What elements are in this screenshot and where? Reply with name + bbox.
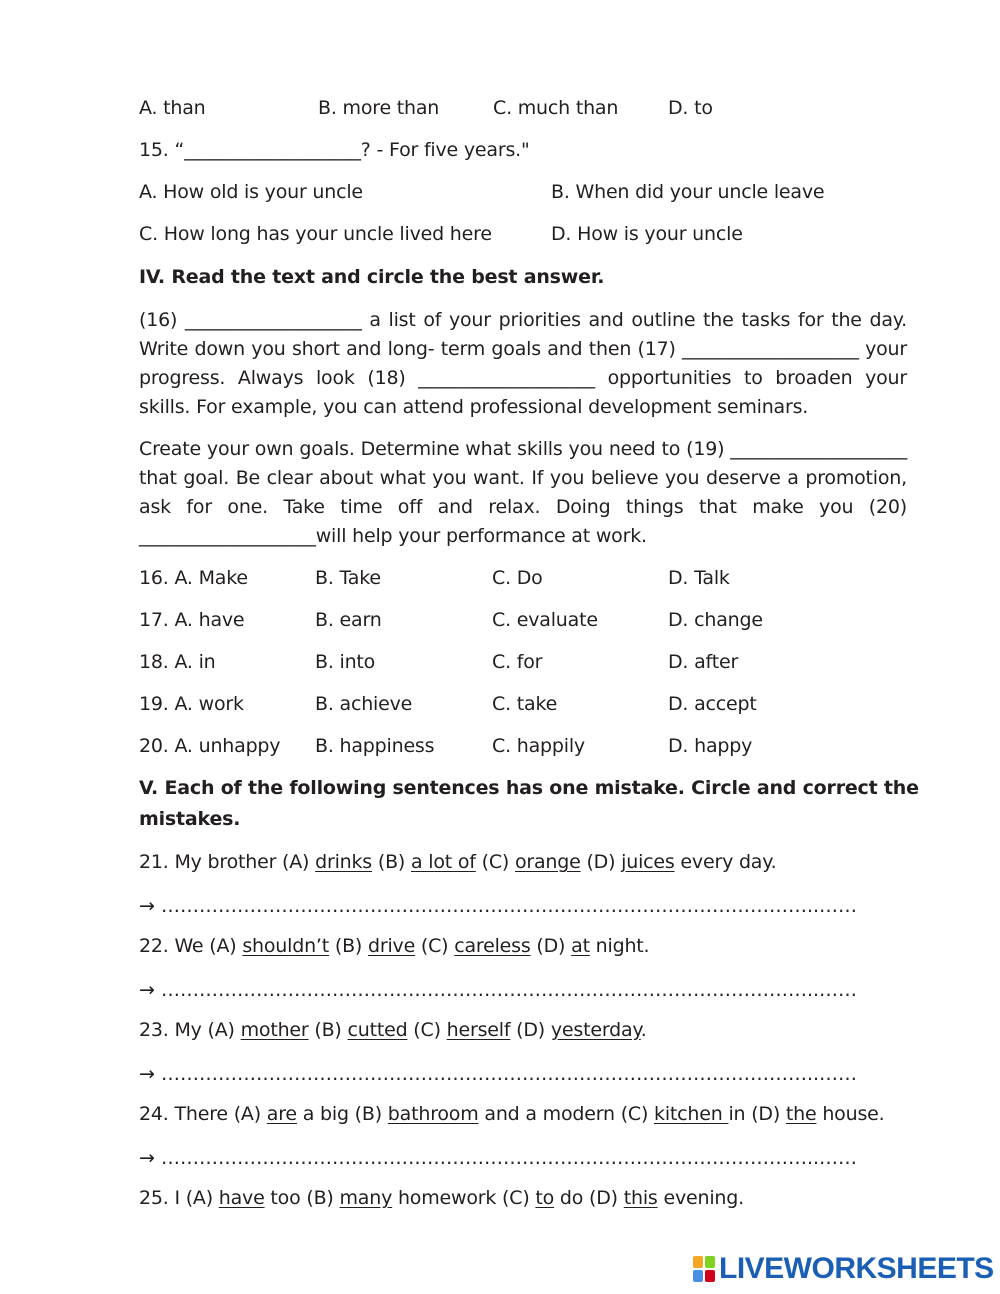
q20-option-a[interactable]: 20. A. unhappy [139, 735, 281, 757]
q16-option-b[interactable]: B. Take [315, 567, 381, 589]
q20-option-d[interactable]: D. happy [668, 735, 753, 757]
q15-option-a[interactable]: A. How old is your uncle [139, 181, 363, 203]
q24-option-c[interactable]: kitchen [654, 1103, 729, 1125]
q25-option-b[interactable]: many [339, 1187, 393, 1209]
q19-option-b[interactable]: B. achieve [315, 693, 413, 715]
liveworksheets-logo [693, 1254, 994, 1284]
q15-option-b[interactable]: B. When did your uncle leave [551, 181, 825, 203]
q22-option-b[interactable]: drive [367, 935, 416, 957]
q18-option-d[interactable]: D. after [668, 651, 739, 673]
q19-option-c[interactable]: C. take [492, 693, 558, 715]
q20-option-b[interactable]: B. happiness [315, 735, 435, 757]
q14-option-b[interactable]: B. more than [318, 97, 440, 119]
q18-option-a[interactable]: 18. A. in [139, 651, 216, 673]
q16-option-a[interactable]: 16. A. Make [139, 567, 248, 589]
q21-option-a[interactable]: drinks [315, 851, 373, 873]
q18-option-b[interactable]: B. into [315, 651, 376, 673]
q22-sentence: 22. We (A) shouldn’t (B) drive (C) careless (D) at night. [139, 935, 650, 957]
q25-sentence: 25. I (A) have too (B) many homework (C) to do (D) this evening. [139, 1187, 744, 1209]
section4-paragraph-2: Create your own goals. Determine what skills you need to (19) ___________________ that goal. Be clear about what you want. If you believe you deserve a promotion, ask for one. Take time off and relax. Doing things that make you (20) ___________________will help your performance at work. [139, 438, 907, 547]
q17-option-c[interactable]: C. evaluate [492, 609, 598, 631]
q25-option-c[interactable]: to [535, 1187, 555, 1209]
q23-option-d[interactable]: yesterday [550, 1019, 641, 1041]
q17-option-b[interactable]: B. earn [315, 609, 382, 631]
q21-answer-line[interactable]: → …………………………………………………………………………………………..…… [139, 895, 858, 917]
section4-heading: IV. Read the text and circle the best answer. [139, 266, 605, 288]
q15-option-d[interactable]: D. How is your uncle [551, 223, 743, 245]
q23-option-b[interactable]: cutted [347, 1019, 408, 1041]
q25-option-d[interactable]: this [623, 1187, 658, 1209]
q24-answer-line[interactable]: → …………………………………………………………………………………………..…… [139, 1147, 858, 1169]
q23-option-a[interactable]: mother [240, 1019, 309, 1041]
logo-blocks-icon [693, 1256, 715, 1282]
q17-option-d[interactable]: D. change [668, 609, 763, 631]
logo-text: LIVEWORKSHEETS [719, 1252, 994, 1285]
q17-option-a[interactable]: 17. A. have [139, 609, 245, 631]
q22-option-d[interactable]: at [571, 935, 590, 957]
q14-option-a[interactable]: A. than [139, 97, 206, 119]
q16-option-d[interactable]: D. Talk [668, 567, 730, 589]
q22-option-c[interactable]: careless [454, 935, 531, 957]
q23-option-c[interactable]: herself [446, 1019, 511, 1041]
q18-option-c[interactable]: C. for [492, 651, 543, 673]
q24-option-b[interactable]: bathroom [387, 1103, 479, 1125]
q19-option-d[interactable]: D. accept [668, 693, 757, 715]
section4-paragraph-1: (16) ___________________ a list of your priorities and outline the tasks for the day. Write down you short and long- term goals and then (17) ___________________ your progress. Always look (18) ___________________ opportunities to broaden your skills. For example, you can attend professional development seminars. [139, 309, 907, 418]
q20-option-c[interactable]: C. happily [492, 735, 585, 757]
q23-sentence: 23. My (A) mother (B) cutted (C) herself (D) yesterday. [139, 1019, 647, 1041]
q22-option-a[interactable]: shouldn’t [242, 935, 330, 957]
q14-option-d[interactable]: D. to [668, 97, 713, 119]
q19-option-a[interactable]: 19. A. work [139, 693, 244, 715]
q15-prompt: 15. “___________________? - For five years." [139, 139, 530, 161]
q24-option-a[interactable]: are [266, 1103, 297, 1125]
section5-heading-line2: mistakes. [139, 808, 241, 830]
q15-option-c[interactable]: C. How long has your uncle lived here [139, 223, 492, 245]
section5-heading-line1: V. Each of the following sentences has one mistake. Circle and correct the [139, 777, 919, 799]
q25-option-a[interactable]: have [218, 1187, 265, 1209]
q21-sentence: 21. My brother (A) drinks (B) a lot of (C) orange (D) juices every day. [139, 851, 777, 873]
q24-sentence: 24. There (A) are a big (B) bathroom and a modern (C) kitchen in (D) the house. [139, 1103, 885, 1125]
q21-option-d[interactable]: juices [621, 851, 675, 873]
q14-option-c[interactable]: C. much than [493, 97, 619, 119]
q23-answer-line[interactable]: → …………………………………………………………………………………………..…… [139, 1063, 858, 1085]
q16-option-c[interactable]: C. Do [492, 567, 543, 589]
q21-option-c[interactable]: orange [514, 851, 581, 873]
q21-option-b[interactable]: a lot of [410, 851, 476, 873]
q22-answer-line[interactable]: → …………………………………………………………………………………………..…… [139, 979, 858, 1001]
q24-option-d[interactable]: the [785, 1103, 817, 1125]
